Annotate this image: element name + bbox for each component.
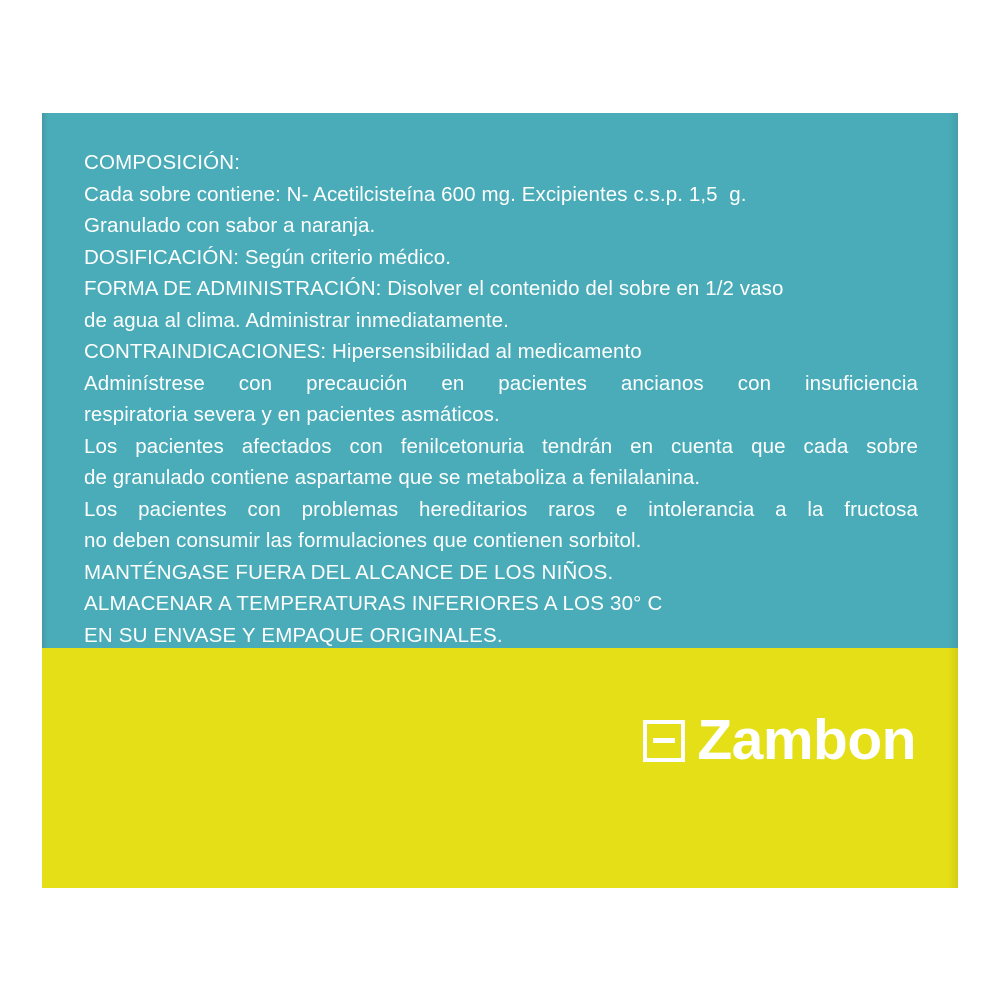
warning-phenylketonuria-line-1: Los pacientes afectados con fenilcetonuria tendrán en cuenta que cada sobre [84, 434, 918, 458]
composition-heading: COMPOSICIÓN: [84, 151, 241, 174]
brand-lockup [643, 708, 916, 772]
warning-phenylketonuria-line-2: de granulado contiene aspartame que se metaboliza a fenilalanina. [84, 466, 701, 489]
medicine-box-back-panel [42, 113, 958, 888]
zambon-z-mark-bar [653, 738, 675, 743]
administration-line-1: FORMA DE ADMINISTRACIÓN: Disolver el contenido del sobre en 1/2 vaso [84, 277, 784, 300]
leaflet-text-panel [42, 113, 958, 648]
storage-line-2: EN SU ENVASE Y EMPAQUE ORIGINALES. [84, 623, 503, 647]
contraindications-line: CONTRAINDICACIONES: Hipersensibilidad al medicamento [84, 340, 642, 363]
administration-line-2: de agua al clima. Administrar inmediatamente. [84, 308, 509, 332]
warning-elderly-line-1: Adminístrese con precaución en pacientes ancianos con insuficiencia [84, 371, 918, 395]
brand-name: Zambon [697, 708, 916, 772]
warning-elderly-line-2: respiratoria severa y en pacientes asmáticos. [84, 403, 500, 426]
warning-fructose-line-1: Los pacientes con problemas hereditarios raros e intolerancia a la fructosa [84, 497, 918, 521]
storage-line-1: ALMACENAR A TEMPERATURAS INFERIORES A LOS 30° C [84, 592, 663, 615]
footer-band [42, 648, 958, 888]
composition-line-2: Granulado con sabor a naranja. [84, 214, 376, 237]
zambon-z-mark-icon [643, 720, 685, 762]
warning-fructose-line-2: no deben consumir las formulaciones que contienen sorbitol. [84, 529, 642, 552]
dosage-line: DOSIFICACIÓN: Según criterio médico. [84, 245, 452, 269]
composition-line-1: Cada sobre contiene: N- Acetilcisteína 600 mg. Excipientes c.s.p. 1,5 g. [84, 182, 747, 206]
keep-away-from-children-line: MANTÉNGASE FUERA DEL ALCANCE DE LOS NIÑOS. [84, 560, 614, 584]
